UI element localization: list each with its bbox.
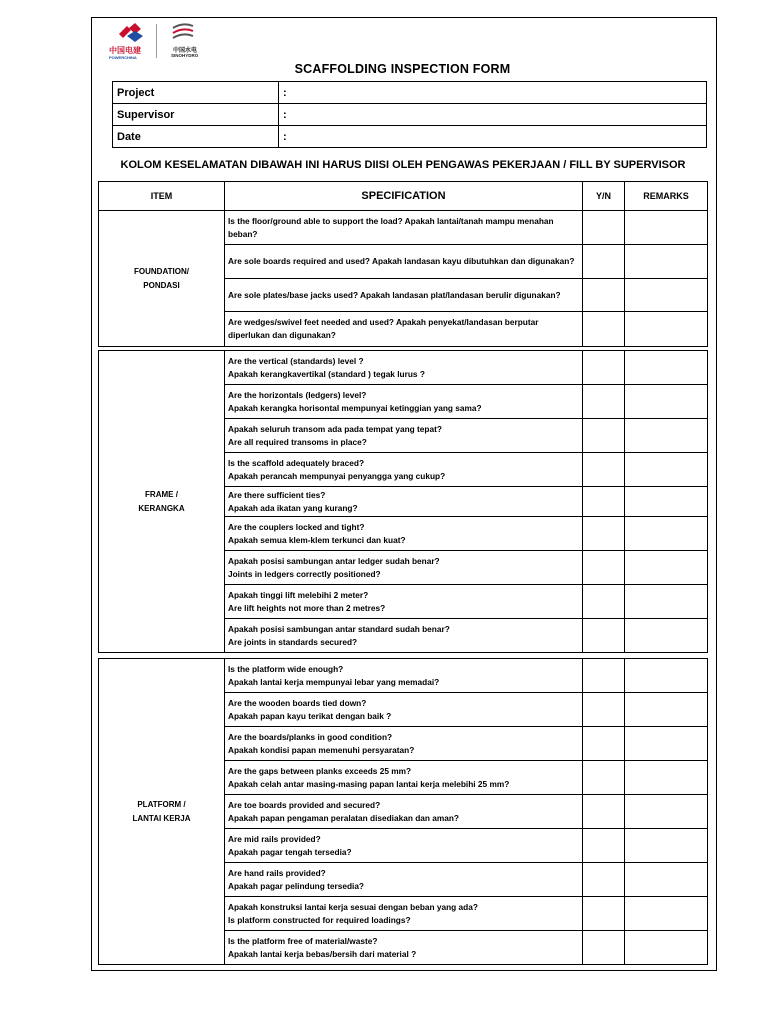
specification-text: Are the couplers locked and tight? Apakah semua klem-klem terkunci dan kuat?: [225, 517, 583, 551]
powerchina-logo-cn: 中国电建: [109, 46, 141, 55]
remarks-cell[interactable]: [625, 487, 708, 517]
specification-text: Apakah tinggi lift melebihi 2 meter? Are lift heights not more than 2 metres?: [225, 585, 583, 619]
specification-text: Are hand rails provided? Apakah pagar pelindung tersedia?: [225, 863, 583, 897]
yn-cell[interactable]: [583, 517, 625, 551]
header-fields-table: [112, 81, 707, 148]
yn-cell[interactable]: [583, 761, 625, 795]
specification-text: Are there sufficient ties? Apakah ada ikatan yang kurang?: [225, 487, 583, 517]
yn-cell[interactable]: [583, 385, 625, 419]
specification-text: Are the horizontals (ledgers) level? Apakah kerangka horisontal mempunyai ketinggian yang sama?: [225, 385, 583, 419]
specification-text: Apakah konstruksi lantai kerja sesuai dengan beban yang ada? Is platform constructed for required loadings?: [225, 897, 583, 931]
inspection-section-table: [98, 210, 708, 347]
spec-column-header: SPECIFICATION: [225, 182, 583, 211]
header-field-value[interactable]: :: [279, 82, 707, 104]
supervisor-notice: KOLOM KESELAMATAN DIBAWAH INI HARUS DIISI OLEH PENGAWAS PEKERJAAN / FILL BY SUPERVISOR: [120, 159, 686, 171]
yn-cell[interactable]: [583, 419, 625, 453]
yn-cell[interactable]: [583, 585, 625, 619]
inspection-section-table: [98, 350, 708, 653]
specification-text: Are mid rails provided? Apakah pagar tengah tersedia?: [225, 829, 583, 863]
remarks-cell[interactable]: [625, 727, 708, 761]
header-field-row: [113, 104, 707, 126]
remarks-cell[interactable]: [625, 211, 708, 245]
remarks-cell[interactable]: [625, 829, 708, 863]
sinohydro-logo-cn: 中国水电: [173, 48, 198, 54]
section-item-label: PLATFORM / LANTAI KERJA: [99, 659, 225, 965]
checklist-row: [99, 211, 708, 245]
specification-text: Are the wooden boards tied down? Apakah papan kayu terikat dengan baik ?: [225, 693, 583, 727]
header-field-row: [113, 126, 707, 148]
specification-text: Apakah posisi sambungan antar ledger sudah benar? Joints in ledgers correctly positioned?: [225, 551, 583, 585]
specification-text: Are the boards/planks in good condition? Apakah kondisi papan memenuhi persyaratan?: [225, 727, 583, 761]
remarks-cell[interactable]: [625, 659, 708, 693]
yn-column-header: Y/N: [583, 182, 625, 211]
remarks-cell[interactable]: [625, 761, 708, 795]
remarks-cell[interactable]: [625, 863, 708, 897]
yn-cell[interactable]: [583, 863, 625, 897]
specification-text: Are wedges/swivel feet needed and used? Apakah penyekat/landasan berputar diperlukan dan digunakan?: [225, 312, 583, 347]
header-field-label: Project: [113, 82, 279, 104]
yn-cell[interactable]: [583, 897, 625, 931]
specification-text: Are toe boards provided and secured? Apakah papan pengaman peralatan disediakan dan aman?: [225, 795, 583, 829]
yn-cell[interactable]: [583, 453, 625, 487]
logo-divider: [156, 24, 157, 58]
yn-cell[interactable]: [583, 551, 625, 585]
sinohydro-logo-en: SINOHYDRO: [171, 53, 199, 58]
specification-text: Are sole plates/base jacks used? Apakah landasan plat/landasan berulir digunakan?: [225, 279, 583, 312]
powerchina-logo-en: POWERCHINA: [109, 55, 137, 60]
header-field-value[interactable]: :: [279, 104, 707, 126]
inspection-section-table: [98, 658, 708, 965]
yn-cell[interactable]: [583, 351, 625, 385]
item-column-header: ITEM: [99, 182, 225, 211]
header-field-row: [113, 82, 707, 104]
remarks-cell[interactable]: [625, 351, 708, 385]
yn-cell[interactable]: [583, 931, 625, 965]
remarks-cell[interactable]: [625, 551, 708, 585]
section-item-label: FOUNDATION/ PONDASI: [99, 211, 225, 347]
remarks-cell[interactable]: [625, 279, 708, 312]
remarks-cell[interactable]: [625, 693, 708, 727]
specification-text: Is the platform wide enough? Apakah lantai kerja mempunyai lebar yang memadai?: [225, 659, 583, 693]
yn-cell[interactable]: [583, 829, 625, 863]
yn-cell[interactable]: [583, 211, 625, 245]
remarks-cell[interactable]: [625, 419, 708, 453]
section-item-label: FRAME / KERANGKA: [99, 351, 225, 653]
remarks-cell[interactable]: [625, 931, 708, 965]
remarks-cell[interactable]: [625, 897, 708, 931]
checklist-row: [99, 351, 708, 385]
yn-cell[interactable]: [583, 487, 625, 517]
specification-text: Apakah posisi sambungan antar standard sudah benar? Are joints in standards secured?: [225, 619, 583, 653]
form-title: SCAFFOLDING INSPECTION FORM: [294, 62, 511, 76]
remarks-cell[interactable]: [625, 619, 708, 653]
specification-text: Are the gaps between planks exceeds 25 mm? Apakah celah antar masing-masing papan lantai kerja melebihi 25 mm?: [225, 761, 583, 795]
specification-text: Are the vertical (standards) level ? Apakah kerangkavertikal (standard ) tegak lurus ?: [225, 351, 583, 385]
header-row-table: [98, 181, 708, 211]
remarks-cell[interactable]: [625, 585, 708, 619]
yn-cell[interactable]: [583, 795, 625, 829]
header-field-label: Supervisor: [113, 104, 279, 126]
remarks-cell[interactable]: [625, 385, 708, 419]
specification-text: Are sole boards required and used? Apakah landasan kayu dibutuhkan dan digunakan?: [225, 245, 583, 279]
yn-cell[interactable]: [583, 693, 625, 727]
yn-cell[interactable]: [583, 279, 625, 312]
column-header-row: [99, 182, 708, 211]
yn-cell[interactable]: [583, 619, 625, 653]
remarks-cell[interactable]: [625, 517, 708, 551]
specification-text: Is the scaffold adequately braced? Apakah perancah mempunyai penyangga yang cukup?: [225, 453, 583, 487]
yn-cell[interactable]: [583, 312, 625, 347]
yn-cell[interactable]: [583, 245, 625, 279]
header-field-label: Date: [113, 126, 279, 148]
checklist-row: [99, 659, 708, 693]
remarks-cell[interactable]: [625, 312, 708, 347]
remarks-column-header: REMARKS: [625, 182, 708, 211]
remarks-cell[interactable]: [625, 453, 708, 487]
yn-cell[interactable]: [583, 727, 625, 761]
remarks-cell[interactable]: [625, 245, 708, 279]
specification-text: Is the platform free of material/waste? Apakah lantai kerja bebas/bersih dari material ?: [225, 931, 583, 965]
specification-text: Is the floor/ground able to support the load? Apakah lantai/tanah mampu menahan beban?: [225, 211, 583, 245]
remarks-cell[interactable]: [625, 795, 708, 829]
specification-text: Apakah seluruh transom ada pada tempat yang tepat? Are all required transoms in place?: [225, 419, 583, 453]
header-field-value[interactable]: :: [279, 126, 707, 148]
yn-cell[interactable]: [583, 659, 625, 693]
